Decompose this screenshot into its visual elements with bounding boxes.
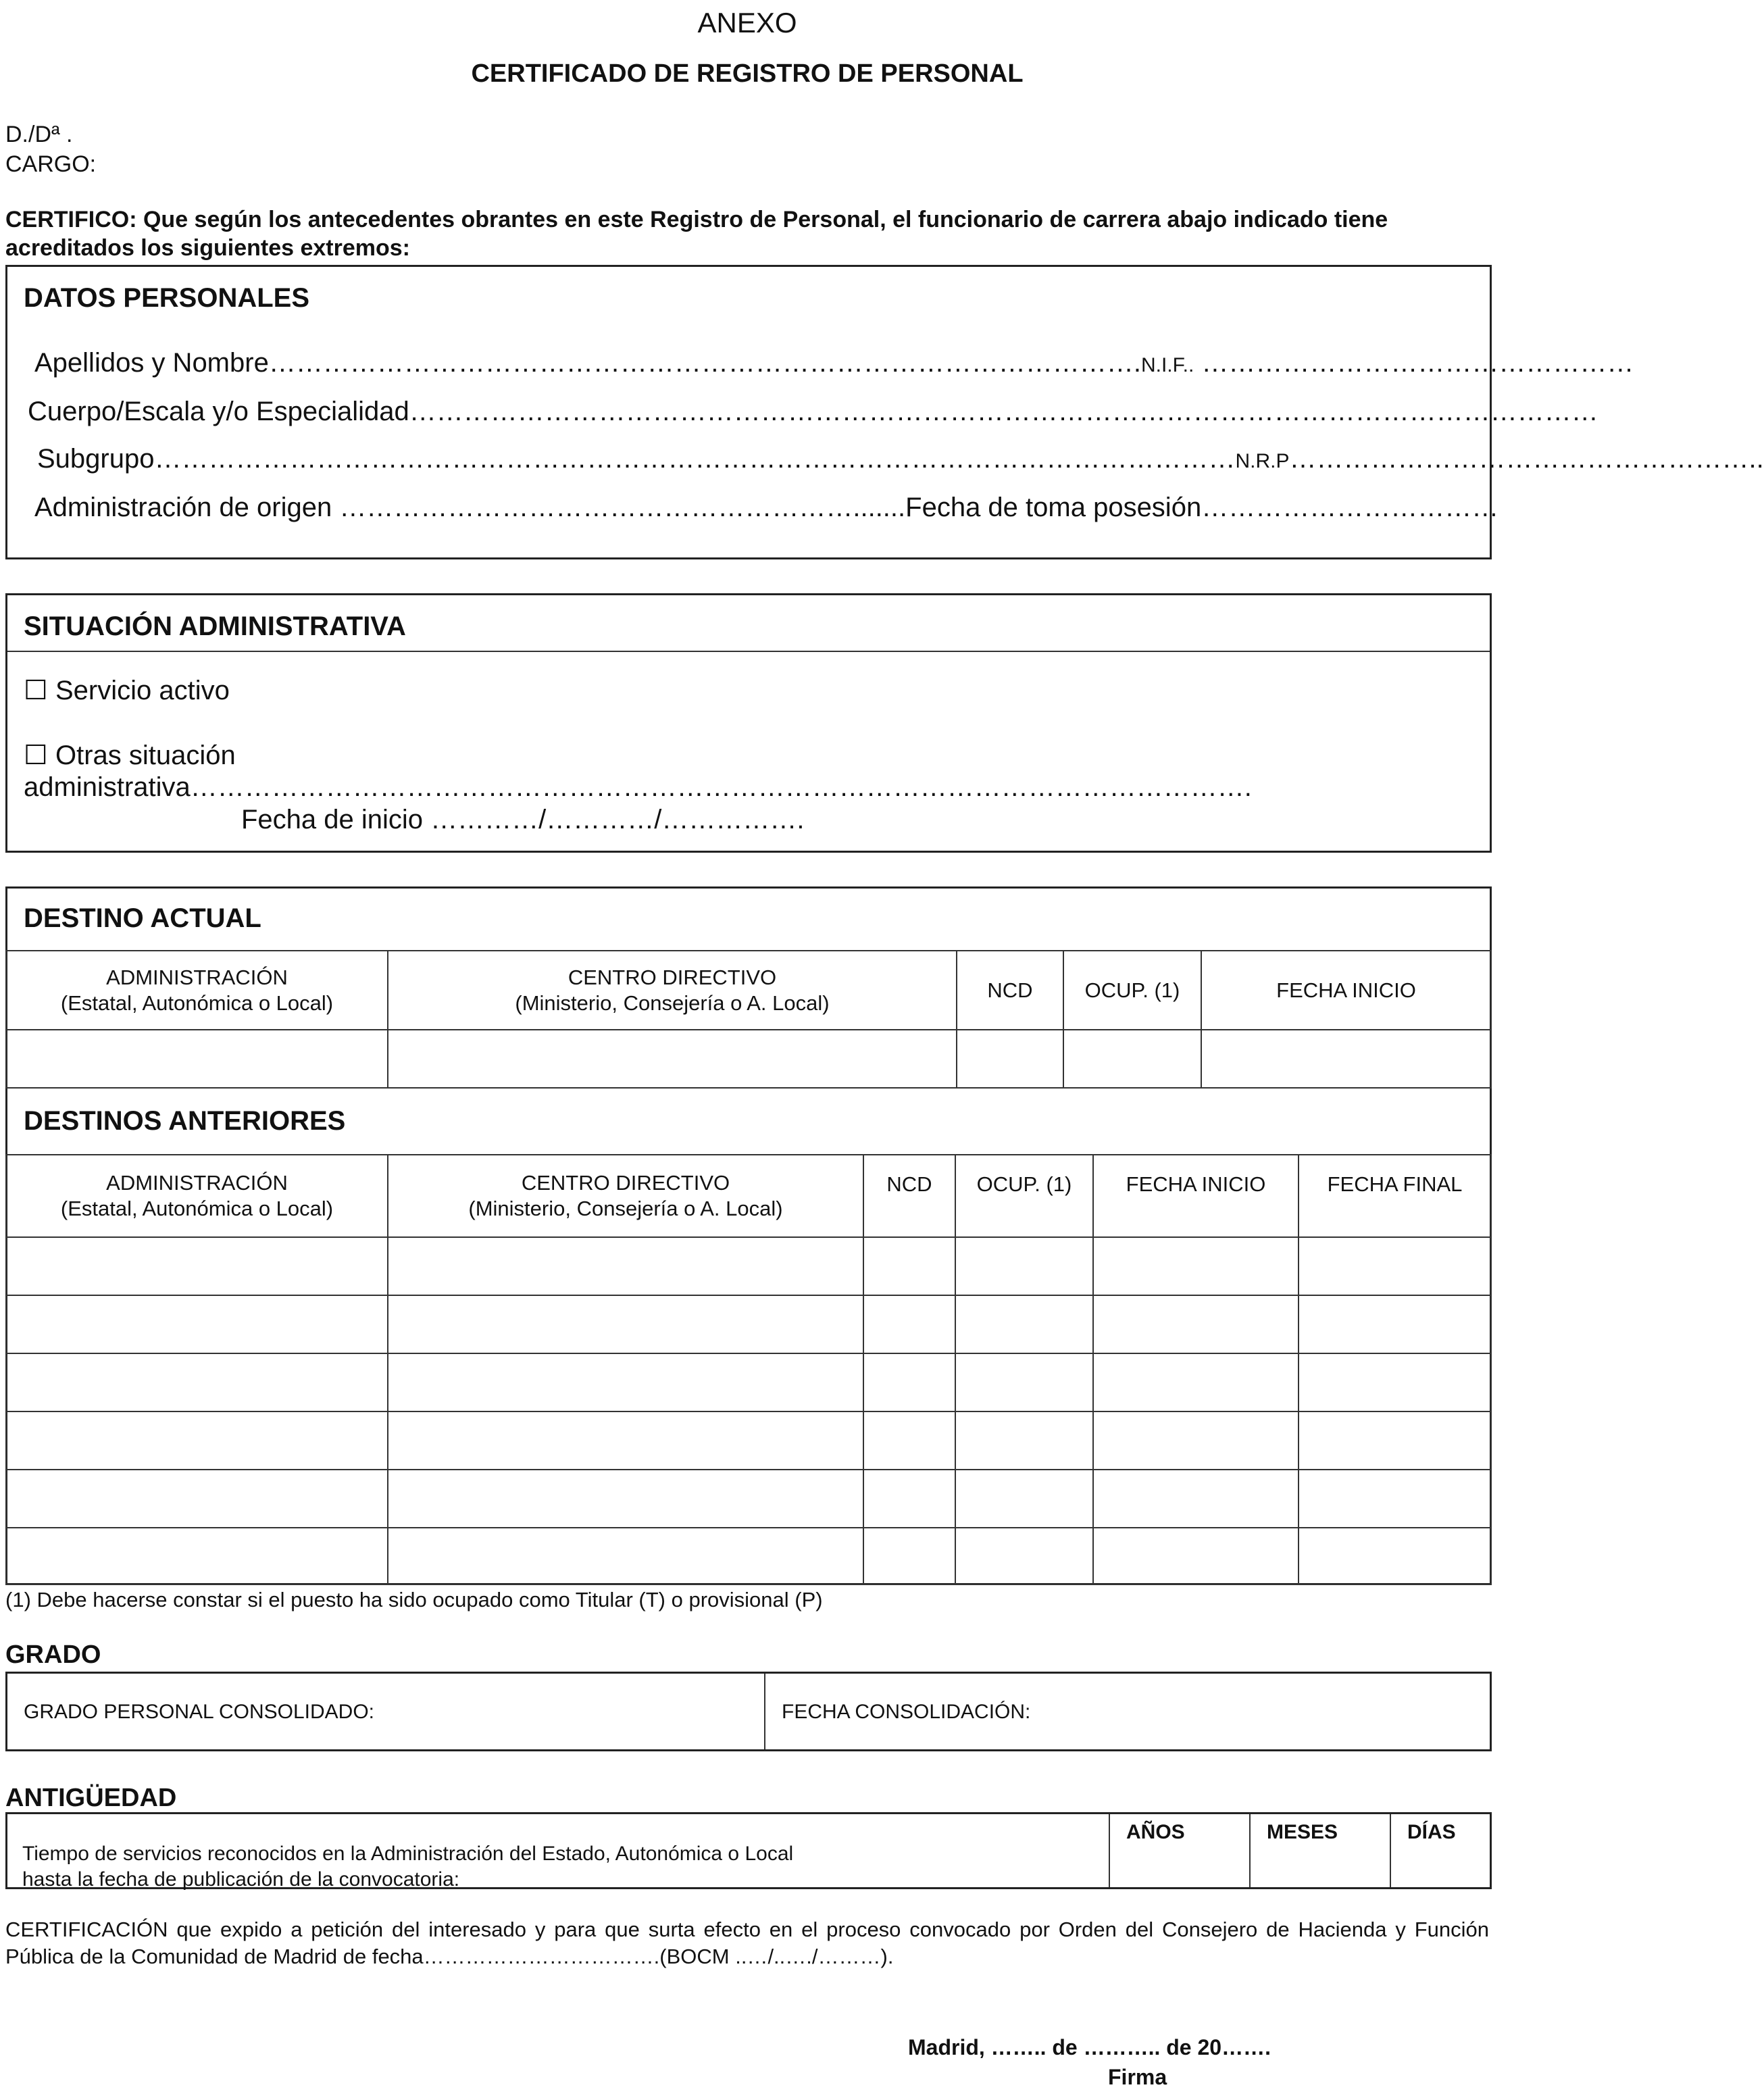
checkbox-icon[interactable]: ☐ (24, 676, 48, 705)
table-cell[interactable] (955, 1353, 1094, 1412)
da-cell-administracion[interactable] (5, 1029, 388, 1089)
table-cell[interactable] (863, 1353, 956, 1412)
dant-col-fecha-inicio: FECHA INICIO (1092, 1154, 1299, 1238)
dant-col-ncd: NCD (863, 1154, 956, 1238)
table-cell[interactable] (955, 1527, 1094, 1585)
table-cell[interactable] (955, 1411, 1094, 1470)
da-col-fecha-inicio: FECHA INICIO (1201, 950, 1492, 1030)
table-cell[interactable] (1298, 1295, 1492, 1354)
otras-situacion-line: administrativa………………………………………………………………………………………………………. (24, 772, 1252, 802)
footnote: (1) Debe hacerse constar si el puesto ha sido ocupado como Titular (T) o provisional (P) (5, 1588, 823, 1611)
table-cell[interactable] (1298, 1527, 1492, 1585)
servicio-activo-option[interactable] (24, 675, 230, 706)
destinos-box (5, 886, 1492, 1585)
datos-personales-title: DATOS PERSONALES (24, 283, 310, 313)
da-cell-ncd[interactable] (956, 1029, 1064, 1089)
nif-label: N.I.F.. (1140, 354, 1194, 376)
antiguedad-text-line1: Tiempo de servicios reconocidos en la Administración del Estado, Autonómica o Local (22, 1843, 794, 1865)
da-col-centro-sub: (Ministerio, Consejería o A. Local) (515, 991, 830, 1015)
table-cell[interactable] (1092, 1469, 1299, 1528)
dant-col-ocup: OCUP. (1) (955, 1154, 1094, 1238)
table-row[interactable] (5, 1353, 388, 1412)
cargo-line: CARGO: (5, 151, 97, 177)
checkbox-icon[interactable]: ☐ (24, 741, 48, 770)
place-date-line: Madrid, …….. de ……….. de 20……. (908, 2035, 1271, 2059)
table-cell[interactable] (1092, 1411, 1299, 1470)
table-cell[interactable] (1092, 1295, 1299, 1354)
antiguedad-divider-3 (1390, 1814, 1391, 1887)
document-title: CERTIFICADO DE REGISTRO DE PERSONAL (471, 59, 1024, 88)
dant-col-centro (387, 1154, 864, 1238)
subgrupo-label: Subgrupo………………………………………………………………………………………………………… (37, 444, 1236, 474)
table-cell[interactable] (1092, 1353, 1299, 1412)
table-cell[interactable] (1298, 1411, 1492, 1470)
da-col-administracion-sub: (Estatal, Autonómica o Local) (60, 991, 334, 1015)
table-cell[interactable] (863, 1469, 956, 1528)
destinos-anteriores-title: DESTINOS ANTERIORES (24, 1106, 346, 1136)
dant-col-administracion-label: ADMINISTRACIÓN (106, 1171, 288, 1195)
antiguedad-text-line2: hasta la fecha de publicación de la convocatoria: (22, 1868, 460, 1891)
otras-situacion-label: Otras situación (55, 741, 236, 770)
table-cell[interactable] (387, 1295, 864, 1354)
table-row[interactable] (5, 1527, 388, 1585)
grado-divider (764, 1674, 765, 1749)
anos-label: AÑOS (1126, 1821, 1185, 1843)
nrp-dots: …………………………………………….. (1289, 444, 1764, 474)
dant-col-centro-label: CENTRO DIRECTIVO (521, 1171, 730, 1195)
da-col-centro (387, 950, 957, 1030)
firma-label: Firma (1108, 2065, 1167, 2089)
table-cell[interactable] (955, 1295, 1094, 1354)
table-cell[interactable] (387, 1353, 864, 1412)
dant-col-administracion (5, 1154, 388, 1238)
otras-situacion-option[interactable] (24, 740, 236, 771)
dant-col-administracion-sub: (Estatal, Autonómica o Local) (60, 1197, 334, 1220)
grado-personal-label: GRADO PERSONAL CONSOLIDADO: (24, 1701, 374, 1723)
table-cell[interactable] (1092, 1527, 1299, 1585)
certifico-paragraph: CERTIFICO: Que según los antecedentes obrantes en este Registro de Personal, el funcionario de carrera abajo indicado tiene acreditados los siguientes extremos: (5, 207, 1388, 261)
table-cell[interactable] (863, 1236, 956, 1296)
nif-dots: ………………………………………… (1194, 348, 1634, 378)
cuerpo-escala-row: Cuerpo/Escala y/o Especialidad…………………………………………………………………………………………………………………… (28, 397, 1598, 426)
antiguedad-divider-2 (1249, 1814, 1251, 1887)
table-cell[interactable] (863, 1295, 956, 1354)
dant-col-centro-sub: (Ministerio, Consejería o A. Local) (468, 1197, 783, 1220)
table-row[interactable] (5, 1236, 388, 1296)
table-row[interactable] (5, 1295, 388, 1354)
apellidos-nombre-label: Apellidos y Nombre……………………………………………………………………………………. (34, 348, 1141, 378)
apellidos-nombre-row (34, 348, 1634, 378)
da-col-centro-label: CENTRO DIRECTIVO (568, 965, 777, 989)
table-cell[interactable] (863, 1411, 956, 1470)
situacion-title: SITUACIÓN ADMINISTRATIVA (24, 611, 406, 641)
dant-col-fecha-final: FECHA FINAL (1298, 1154, 1492, 1238)
da-cell-ocup[interactable] (1063, 1029, 1202, 1089)
certificacion-paragraph: CERTIFICACIÓN que expido a petición del interesado y para que surta efecto en el proceso convocado por Orden del Consejero de Hacienda y Función Pública de la Comunidad de Madrid de fecha…………………………….(BOCM ..…/..…./………). (5, 1918, 1489, 1968)
antiguedad-text (22, 1841, 793, 1893)
da-cell-centro[interactable] (387, 1029, 957, 1089)
administracion-origen-row: Administración de origen ………………………………………………….......Fecha de toma posesión…………………………… (34, 493, 1499, 522)
da-col-administracion (5, 950, 388, 1030)
table-cell[interactable] (387, 1411, 864, 1470)
table-cell[interactable] (863, 1527, 956, 1585)
table-cell[interactable] (1092, 1236, 1299, 1296)
table-cell[interactable] (1298, 1469, 1492, 1528)
dias-label: DÍAS (1407, 1821, 1456, 1843)
grado-title: GRADO (5, 1641, 101, 1669)
meses-label: MESES (1267, 1821, 1338, 1843)
da-col-administracion-label: ADMINISTRACIÓN (106, 965, 288, 989)
table-cell[interactable] (387, 1469, 864, 1528)
table-cell[interactable] (955, 1469, 1094, 1528)
fecha-consolidacion-label: FECHA CONSOLIDACIÓN: (782, 1701, 1031, 1723)
table-cell[interactable] (1298, 1353, 1492, 1412)
situacion-divider (7, 651, 1490, 652)
nrp-label: N.R.P (1235, 450, 1290, 472)
table-cell[interactable] (1298, 1236, 1492, 1296)
datos-personales-box (5, 265, 1764, 559)
da-col-ncd: NCD (956, 950, 1064, 1030)
table-cell[interactable] (387, 1527, 864, 1585)
subgrupo-row (37, 444, 1764, 474)
antiguedad-title: ANTIGÜEDAD (5, 1784, 177, 1812)
situacion-box (5, 593, 1492, 853)
fecha-inicio-line: Fecha de inicio …………/…………/……………. (241, 805, 805, 834)
table-row[interactable] (5, 1411, 388, 1470)
table-row[interactable] (5, 1469, 388, 1528)
da-col-ocup: OCUP. (1) (1063, 950, 1202, 1030)
da-cell-fecha-inicio[interactable] (1201, 1029, 1492, 1089)
table-cell[interactable] (955, 1236, 1094, 1296)
antiguedad-box (5, 1812, 1492, 1889)
antiguedad-divider-1 (1109, 1814, 1110, 1887)
destino-actual-title: DESTINO ACTUAL (24, 903, 261, 933)
table-cell[interactable] (387, 1236, 864, 1296)
grado-box (5, 1672, 1492, 1751)
d-line: D./Dª . (5, 122, 73, 147)
annex-label: ANEXO (697, 7, 797, 39)
servicio-activo-label: Servicio activo (55, 676, 230, 705)
